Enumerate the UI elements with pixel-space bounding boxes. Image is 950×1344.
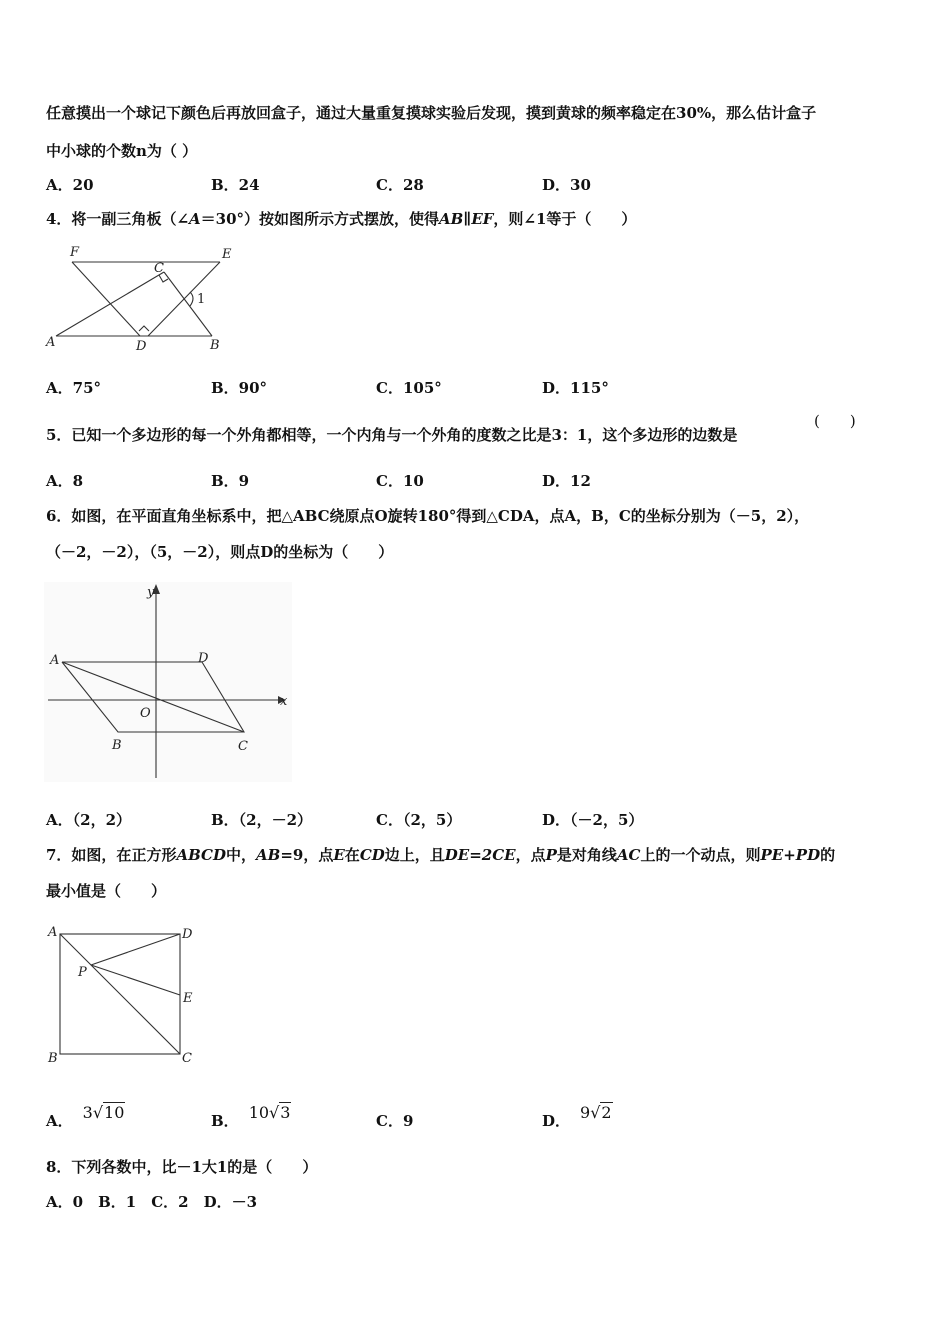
label-b: B: [48, 1051, 58, 1066]
q7-t11: ，点: [515, 846, 546, 864]
q7-option-b-label: B．: [211, 1112, 239, 1130]
q4-option-d: D．115°: [542, 379, 609, 397]
q4-option-c: C．105°: [376, 379, 442, 397]
segment-pe: [91, 965, 180, 995]
q7-question: [46, 844, 835, 865]
q6-line2: （－2，－2），（5，－2），则点D的坐标为（ ）: [46, 543, 394, 561]
q4-question: [46, 208, 636, 229]
angle-1-arc: [190, 292, 193, 306]
q7-option-a-radicand: 10: [104, 1103, 125, 1122]
diagonal-ac: [60, 934, 180, 1054]
q7-t15: 上的一个动点，则: [640, 846, 761, 864]
label-o: O: [140, 706, 151, 721]
q4-text-g: ，则∠1等于（ ）: [493, 210, 637, 228]
q7-t2: ABCD: [176, 846, 226, 864]
q6-coordinate-figure: [44, 582, 294, 784]
q4-text-c: ＝30°）按如图所示方式摆放，使得: [200, 210, 440, 228]
q7-line2: 最小值是（ ）: [46, 882, 167, 900]
label-d: D: [136, 339, 147, 354]
q6-line1: 6．如图，在平面直角坐标系中，把△ABC绕原点O旋转180°得到△CDA，点A，B，C的坐标分别为（－5，2），: [46, 507, 810, 525]
label-e: E: [183, 991, 193, 1006]
label-b: B: [210, 338, 220, 353]
q6-option-b: B．（2，－2）: [211, 811, 313, 829]
label-c: C: [238, 739, 248, 754]
q5-option-a: A．8: [46, 472, 84, 490]
q7-option-d: [542, 1103, 613, 1131]
q3-option-c: C．28: [376, 176, 424, 194]
q7-t6: E: [333, 846, 345, 864]
q7-t3: 中，: [226, 846, 257, 864]
q4-text-d: AB: [439, 210, 464, 228]
q8-options: A．0 B．1 C．2 D．－3: [46, 1193, 258, 1211]
q4-option-b: B．90°: [211, 379, 268, 397]
q7-t5: =9，点: [280, 846, 334, 864]
q4-text-b: A: [189, 210, 201, 228]
q3-option-d: D．30: [542, 176, 591, 194]
q7-option-a-value: 3√10: [82, 1103, 125, 1122]
q7-t13: 是对角线: [556, 846, 617, 864]
q3-option-a: A．20: [46, 176, 94, 194]
q7-t16: PE+PD: [760, 846, 821, 864]
q7-option-d-value: 9√2: [580, 1103, 612, 1122]
q5-option-d: D．12: [542, 472, 591, 490]
label-p: P: [78, 965, 87, 980]
q6-option-c: C．（2，5）: [376, 811, 462, 829]
q7-t17: 的: [820, 846, 836, 864]
label-e: E: [222, 247, 232, 262]
label-d: D: [198, 651, 209, 666]
q7-option-d-coef: 9: [580, 1103, 591, 1122]
q7-t10: DE=2CE: [444, 846, 516, 864]
label-d: D: [182, 927, 193, 942]
q5-question: 5．已知一个多边形的每一个外角都相等，一个内角与一个外角的度数之比是3：1，这个多边形的边数是: [46, 426, 738, 444]
q6-option-a: A．（2，2）: [46, 811, 132, 829]
line-ac: [56, 272, 164, 336]
q7-t7: 在: [344, 846, 360, 864]
q7-option-a-label: A．: [46, 1112, 73, 1130]
q7-option-a-coef: 3: [82, 1103, 93, 1122]
q7-option-b: [211, 1103, 291, 1131]
q5-option-c: C．10: [376, 472, 424, 490]
q7-t8: CD: [359, 846, 385, 864]
right-angle-d: [139, 326, 149, 331]
q4-text-e: ∥: [463, 210, 472, 228]
q7-option-b-coef: 10: [248, 1103, 270, 1122]
q4-option-a: A．75°: [46, 379, 102, 397]
line-fd: [72, 262, 140, 336]
label-c: C: [154, 261, 164, 276]
q7-option-b-radicand: 3: [280, 1103, 291, 1122]
q7-t9: 边上，且: [384, 846, 445, 864]
q4-triangle-figure: [40, 240, 240, 360]
label-a: A: [50, 653, 60, 668]
q3-line1: 任意摸出一个球记下颜色后再放回盒子，通过大量重复摸球实验后发现，摸到黄球的频率稳定在30%，那么估计盒子: [46, 104, 817, 122]
label-a: A: [48, 925, 58, 940]
label-1: 1: [197, 292, 206, 307]
q7-t14: AC: [616, 846, 641, 864]
q5-option-b: B．9: [211, 472, 250, 490]
segment-pd: [91, 934, 180, 965]
figure-background: [44, 582, 292, 782]
q6-option-d: D．（－2，5）: [542, 811, 644, 829]
q4-text-a: 4．将一副三角板（∠: [46, 210, 190, 228]
label-b: B: [112, 738, 122, 753]
q7-t12: P: [545, 846, 557, 864]
q7-option-d-label: D．: [542, 1112, 571, 1130]
q7-t1: 7．如图，在正方形: [46, 846, 177, 864]
q3-option-b: B．24: [211, 176, 260, 194]
q7-square-figure: [44, 920, 214, 1070]
q3-line2: 中小球的个数n为（ ）: [46, 142, 198, 160]
label-a: A: [46, 335, 56, 350]
q5-answer-paren: ( ): [814, 412, 856, 430]
q7-option-d-radicand: 2: [601, 1103, 612, 1122]
label-x: x: [280, 694, 288, 709]
q7-t4: AB: [256, 846, 281, 864]
label-f: F: [70, 245, 80, 260]
q4-text-f: EF: [471, 210, 494, 228]
label-c: C: [182, 1051, 192, 1066]
q8-question: 8．下列各数中，比－1大1的是（ ）: [46, 1158, 318, 1176]
q7-option-a: [46, 1103, 125, 1131]
q7-option-b-value: 10√3: [248, 1103, 291, 1122]
q7-option-c: C．9: [376, 1112, 414, 1130]
label-y: y: [147, 585, 155, 600]
